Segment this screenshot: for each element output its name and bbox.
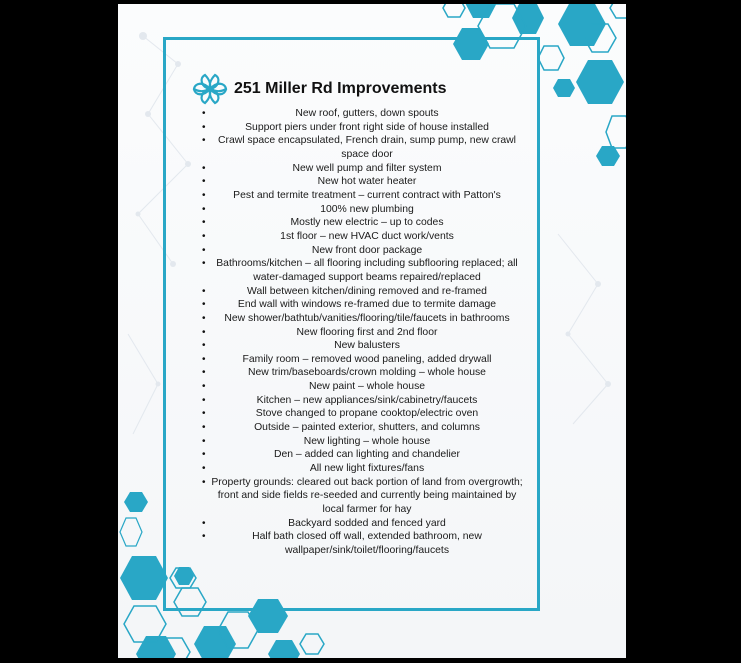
bullet-icon: • (202, 408, 206, 420)
bullet-icon: • (202, 285, 206, 297)
list-item-text: New paint – whole house (308, 381, 426, 393)
list-item-text: Wall between kitchen/dining removed and re-framed (247, 285, 487, 297)
list-item-text: New balusters (334, 340, 400, 352)
bullet-icon: • (202, 435, 206, 447)
list-item-text: New flooring first and 2nd floor (296, 326, 438, 338)
list-item-text: Backyard sodded and fenced yard (288, 517, 446, 529)
list-item (191, 462, 533, 476)
bullet-icon: • (202, 381, 206, 393)
list-item-text: Half bath closed off wall, extended bathroom, new wallpaper/sink/toilet/flooring/faucets (252, 531, 482, 556)
bullet-icon: • (202, 326, 206, 338)
bullet-icon: • (202, 258, 206, 270)
bullet-icon: • (202, 135, 206, 147)
bullet-icon: • (202, 176, 206, 188)
list-item (191, 121, 533, 135)
list-item-text: Property grounds: cleared out back portion of land from overgrowth; front and side fields re-seeded and currently being maintained by local farmer for hay (211, 476, 523, 516)
list-item (191, 257, 533, 284)
bullet-icon: • (202, 312, 206, 324)
bullet-icon: • (202, 203, 206, 215)
list-item (191, 244, 533, 258)
document-title: 251 Miller Rd Improvements (234, 80, 447, 97)
list-item (191, 285, 533, 299)
list-item-text: Kitchen – new appliances/sink/cabinetry/faucets (256, 394, 478, 406)
list-item (191, 517, 533, 531)
list-item-text: New lighting – whole house (303, 435, 431, 447)
list-item (191, 230, 533, 244)
bullet-icon: • (202, 244, 206, 256)
title-row (191, 71, 533, 107)
list-item-text: Crawl space encapsulated, French drain, sump pump, new crawl space door (217, 135, 516, 160)
document-content (191, 71, 533, 558)
list-item (191, 476, 533, 517)
bullet-icon: • (202, 367, 206, 379)
document-page (118, 4, 626, 658)
list-item (191, 353, 533, 367)
list-item (191, 407, 533, 421)
list-item (191, 203, 533, 217)
list-item-text: New well pump and filter system (292, 162, 442, 174)
list-item (191, 435, 533, 449)
bullet-icon: • (202, 463, 206, 475)
list-item (191, 339, 533, 353)
bullet-icon: • (202, 449, 206, 461)
list-item-text: Support piers under front right side of house installed (245, 121, 489, 133)
list-item-text: Bathrooms/kitchen – all flooring including subflooring replaced; all water-damaged support beams repaired/replaced (216, 258, 518, 283)
list-item-text: All new light fixtures/fans (309, 463, 425, 475)
list-item-text: Pest and termite treatment – current contract with Patton's (233, 189, 501, 201)
list-item (191, 298, 533, 312)
list-item (191, 326, 533, 340)
improvements-list (191, 107, 533, 558)
list-item (191, 175, 533, 189)
list-item-text: End wall with windows re-framed due to termite damage (237, 299, 497, 311)
bullet-icon: • (202, 121, 206, 133)
list-item-text: Outside – painted exterior, shutters, and columns (254, 422, 480, 434)
list-item (191, 107, 533, 121)
list-item (191, 216, 533, 230)
list-item (191, 448, 533, 462)
bullet-icon: • (202, 531, 206, 543)
bullet-icon: • (202, 422, 206, 434)
list-item (191, 312, 533, 326)
bullet-icon: • (202, 340, 206, 352)
list-item-text: Family room – removed wood paneling, added drywall (242, 353, 492, 365)
bullet-icon: • (202, 353, 206, 365)
list-item-text: Den – added can lighting and chandelier (273, 449, 461, 461)
list-item-text: New front door package (311, 244, 423, 256)
list-item (191, 189, 533, 203)
list-item (191, 394, 533, 408)
bullet-icon: • (202, 217, 206, 229)
list-item-text: Mostly new electric – up to codes (290, 217, 444, 229)
bullet-icon: • (202, 476, 206, 488)
bullet-icon: • (202, 299, 206, 311)
bullet-icon: • (202, 189, 206, 201)
list-item-text: New shower/bathtub/vanities/flooring/tile/faucets in bathrooms (224, 312, 510, 324)
list-item (191, 134, 533, 161)
list-item-text: 100% new plumbing (320, 203, 414, 215)
bullet-icon: • (202, 162, 206, 174)
list-item-text: New trim/baseboards/crown molding – whole house (248, 367, 486, 379)
list-item-text: New hot water heater (317, 176, 417, 188)
list-item (191, 421, 533, 435)
bullet-icon: • (202, 517, 206, 529)
list-item-text: New roof, gutters, down spouts (295, 108, 439, 119)
list-item (191, 530, 533, 557)
list-item (191, 380, 533, 394)
flower-logo-icon (191, 71, 229, 107)
list-item-text: 1st floor – new HVAC duct work/vents (280, 230, 454, 242)
list-item-text: Stove changed to propane cooktop/electric oven (255, 408, 479, 420)
list-item (191, 162, 533, 176)
bullet-icon: • (202, 108, 206, 119)
bullet-icon: • (202, 394, 206, 406)
bullet-icon: • (202, 230, 206, 242)
list-item (191, 366, 533, 380)
